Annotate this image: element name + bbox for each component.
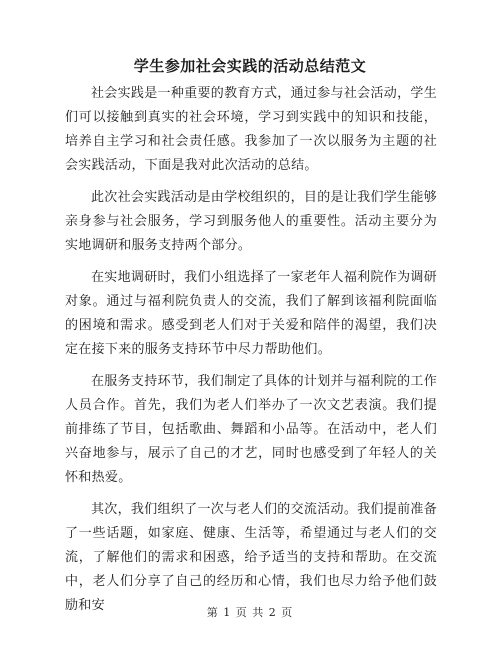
paragraph-3: 在实地调研时，我们小组选择了一家老年人福利院作为调研对象。通过与福利院负责人的交流，我们了解到该福利院面临的困境和需求。感受到老人们对于关爱和陪伴的渴望，我们决定在接下来的服务支持环节中尽力帮助他们。 (65, 270, 437, 357)
paragraph-1: 社会实践是一种重要的教育方式，通过参与社会活动，学生们可以接触到真实的社会环境，学习到实践中的知识和技能，培养自主学习和社会责任感。我参加了一次以服务为主题的社会实践活动，下面是我对此次活动的总结。 (65, 86, 437, 173)
page-footer: 第 1 页 共 2 页 (206, 606, 294, 619)
paragraph-5: 其次，我们组织了一次与老人们的交流活动。我们提前准备了一些话题，如家庭、健康、生活等，希望通过与老人们的交流，了解他们的需求和困惑，给予适当的支持和帮助。在交流中，老人们分享了自己的经历和心情，我们也尽力给予他们鼓励和安 (65, 502, 437, 613)
document-title: 学生参加社会实践的活动总结范文 (133, 57, 367, 75)
paragraph-4: 在服务支持环节，我们制定了具体的计划并与福利院的工作人员合作。首先，我们为老人们举办了一次文艺表演。我们提前排练了节目，包括歌曲、舞蹈和小品等。在活动中，老人们兴奋地参与，展示了自己的才艺，同时也感受到了年轻人的关怀和热爱。 (65, 374, 437, 485)
paragraph-2: 此次社会实践活动是由学校组织的，目的是让我们学生能够亲身参与社会服务，学习到服务他人的重要性。活动主要分为实地调研和服务支持两个部分。 (65, 190, 437, 253)
document-body (65, 82, 437, 626)
